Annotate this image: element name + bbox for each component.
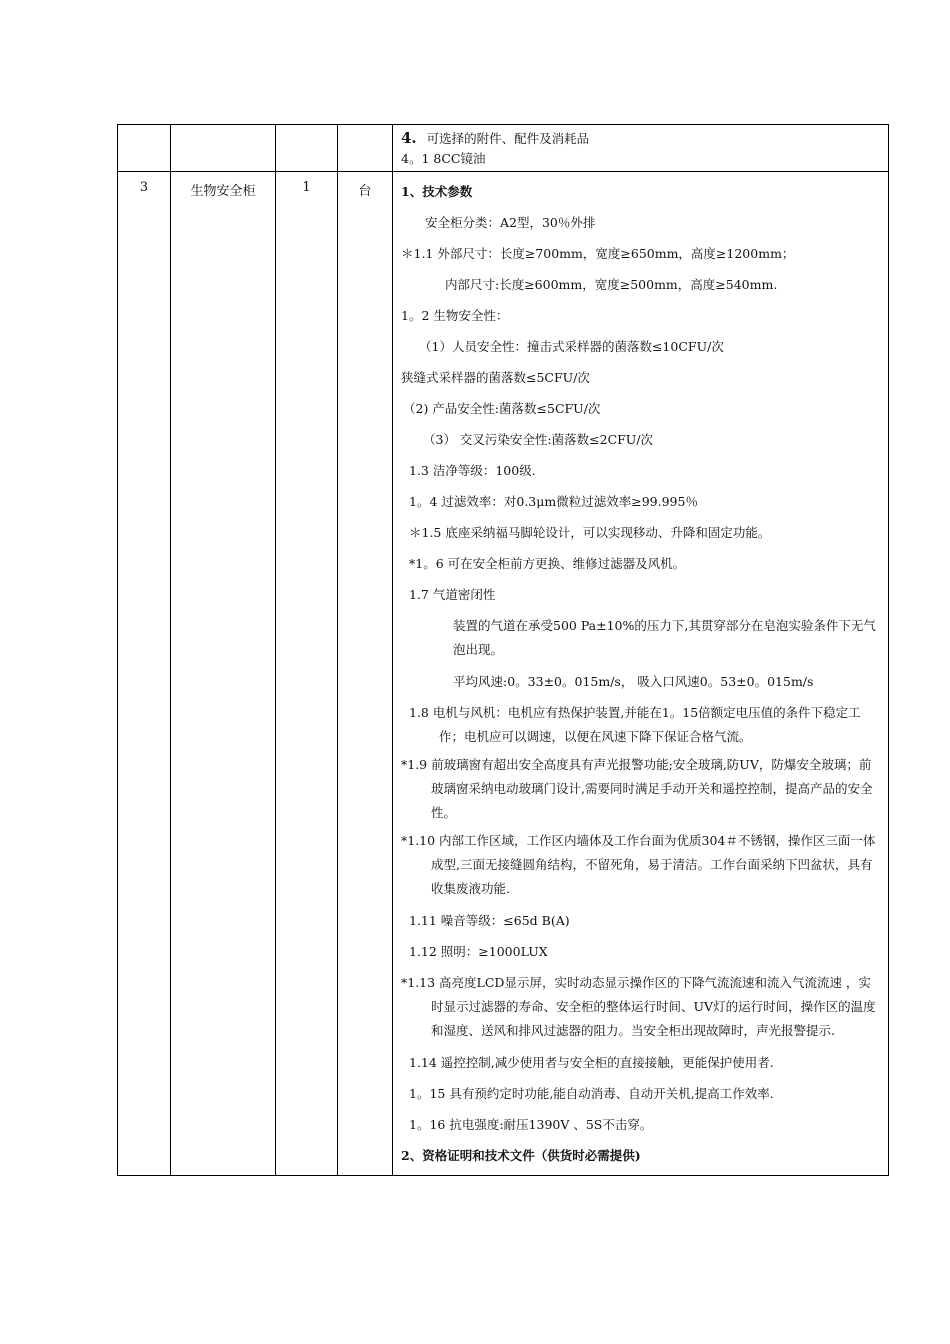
item-number-cell (118, 125, 171, 172)
specification-table (117, 124, 889, 1176)
section-heading: 2、资格证明和技术文件（供货时必需提供) (401, 1148, 641, 1163)
spec-line: 内部尺寸:长度≥600mm，宽度≥500mm，高度≥540mm. (445, 277, 778, 292)
item-number-cell: 3 (118, 172, 171, 1176)
section-heading-number: 4. (401, 129, 417, 147)
item-name-cell (171, 125, 276, 172)
spec-paragraph: 1.8 电机与风机：电机应有热保护装置,并能在1。15倍额定电压值的条件下稳定工作；电机应可以调速，以便在风速下降下保证合格气流。 (409, 705, 861, 744)
spec-paragraph: *1.9 前玻璃窗有超出安全高度具有声光报警功能;安全玻璃,防UV，防爆安全玻璃；前玻璃窗采纳电动玻璃门设计,需要同时满足手动开关和遥控控制，提高产品的安全性。 (401, 757, 873, 820)
spec-line: （1）人员安全性：撞击式采样器的菌落数≤10CFU/次 (419, 339, 724, 354)
spec-line: （2) 产品安全性:菌落数≤5CFU/次 (403, 401, 601, 416)
item-name-cell: 生物安全柜 (171, 172, 276, 1176)
description-cell (393, 125, 889, 172)
spec-line: （3） 交叉污染安全性:菌落数≤2CFU/次 (423, 432, 654, 447)
quantity-cell (276, 125, 338, 172)
spec-line: ＊1.1 外部尺寸：长度≥700mm，宽度≥650mm，高度≥1200mm； (401, 246, 795, 261)
spec-line: 1.11 噪音等级：≤65d B(A) (409, 913, 570, 928)
spec-line: ＊1.5 底座采纳福马脚轮设计，可以实现移动、升降和固定功能。 (409, 525, 771, 540)
spec-line: *1。6 可在安全柜前方更换、维修过滤器及风机。 (409, 556, 686, 571)
quantity-cell: 1 (276, 172, 338, 1176)
spec-line: 安全柜分类：A2型，30％外排 (425, 215, 596, 230)
spec-line: 1.7 气道密闭性 (409, 587, 496, 602)
description-cell (393, 172, 889, 1176)
spec-line: 1。15 具有预约定时功能,能自动消毒、自动开关机,提高工作效率. (409, 1086, 774, 1101)
section-heading (401, 128, 882, 149)
section-heading: 1、技术参数 (401, 184, 473, 199)
unit-cell (338, 125, 393, 172)
spec-line: 1。4 过滤效率：对0.3μm微粒过滤效率≥99.995％ (409, 494, 698, 509)
spec-line: 1。2 生物安全性： (401, 308, 509, 323)
unit-cell: 台 (338, 172, 393, 1176)
spec-line: 平均风速:0。33±0。015m/s， 吸入口风速0。53±0。015m/s (453, 674, 814, 689)
spec-line: 1.3 洁净等级：100级. (409, 463, 536, 478)
spec-paragraph: *1.10 内部工作区域，工作区内墙体及工作台面为优质304＃不锈钢，操作区三面一体成型,三面无接缝圆角结构，不留死角，易于清洁。工作台面采纳下凹盆状，具有收集废液功能. (401, 833, 876, 896)
accessory-line: 4。1 8CC镜油 (401, 151, 486, 166)
spec-line: 1。16 抗电强度:耐压1390V 、5S不击穿。 (409, 1117, 653, 1132)
spec-line: 1.12 照明：≥1000LUX (409, 944, 548, 959)
spec-line: 狭缝式采样器的菌落数≤5CFU/次 (401, 370, 590, 385)
spec-line: 1.14 遥控控制,减少使用者与安全柜的直接接触，更能保护使用者. (409, 1055, 774, 1070)
table-row (118, 125, 889, 172)
spec-paragraph: 装置的气道在承受500 Pa±10%的压力下,其贯穿部分在皂泡实验条件下无气泡出现。 (453, 618, 876, 657)
table-row (118, 172, 889, 1176)
spec-paragraph: *1.13 高亮度LCD显示屏，实时动态显示操作区的下降气流流速和流入气流流速 ，实时显示过滤器的寿命、安全柜的整体运行时间、UV灯的运行时间，操作区的温度和湿度、送风和排风过滤器的阻力。当安全柜出现故障时，声光报警提示. (401, 975, 876, 1038)
section-heading-text: 可选择的附件、配件及消耗品 (426, 131, 590, 146)
